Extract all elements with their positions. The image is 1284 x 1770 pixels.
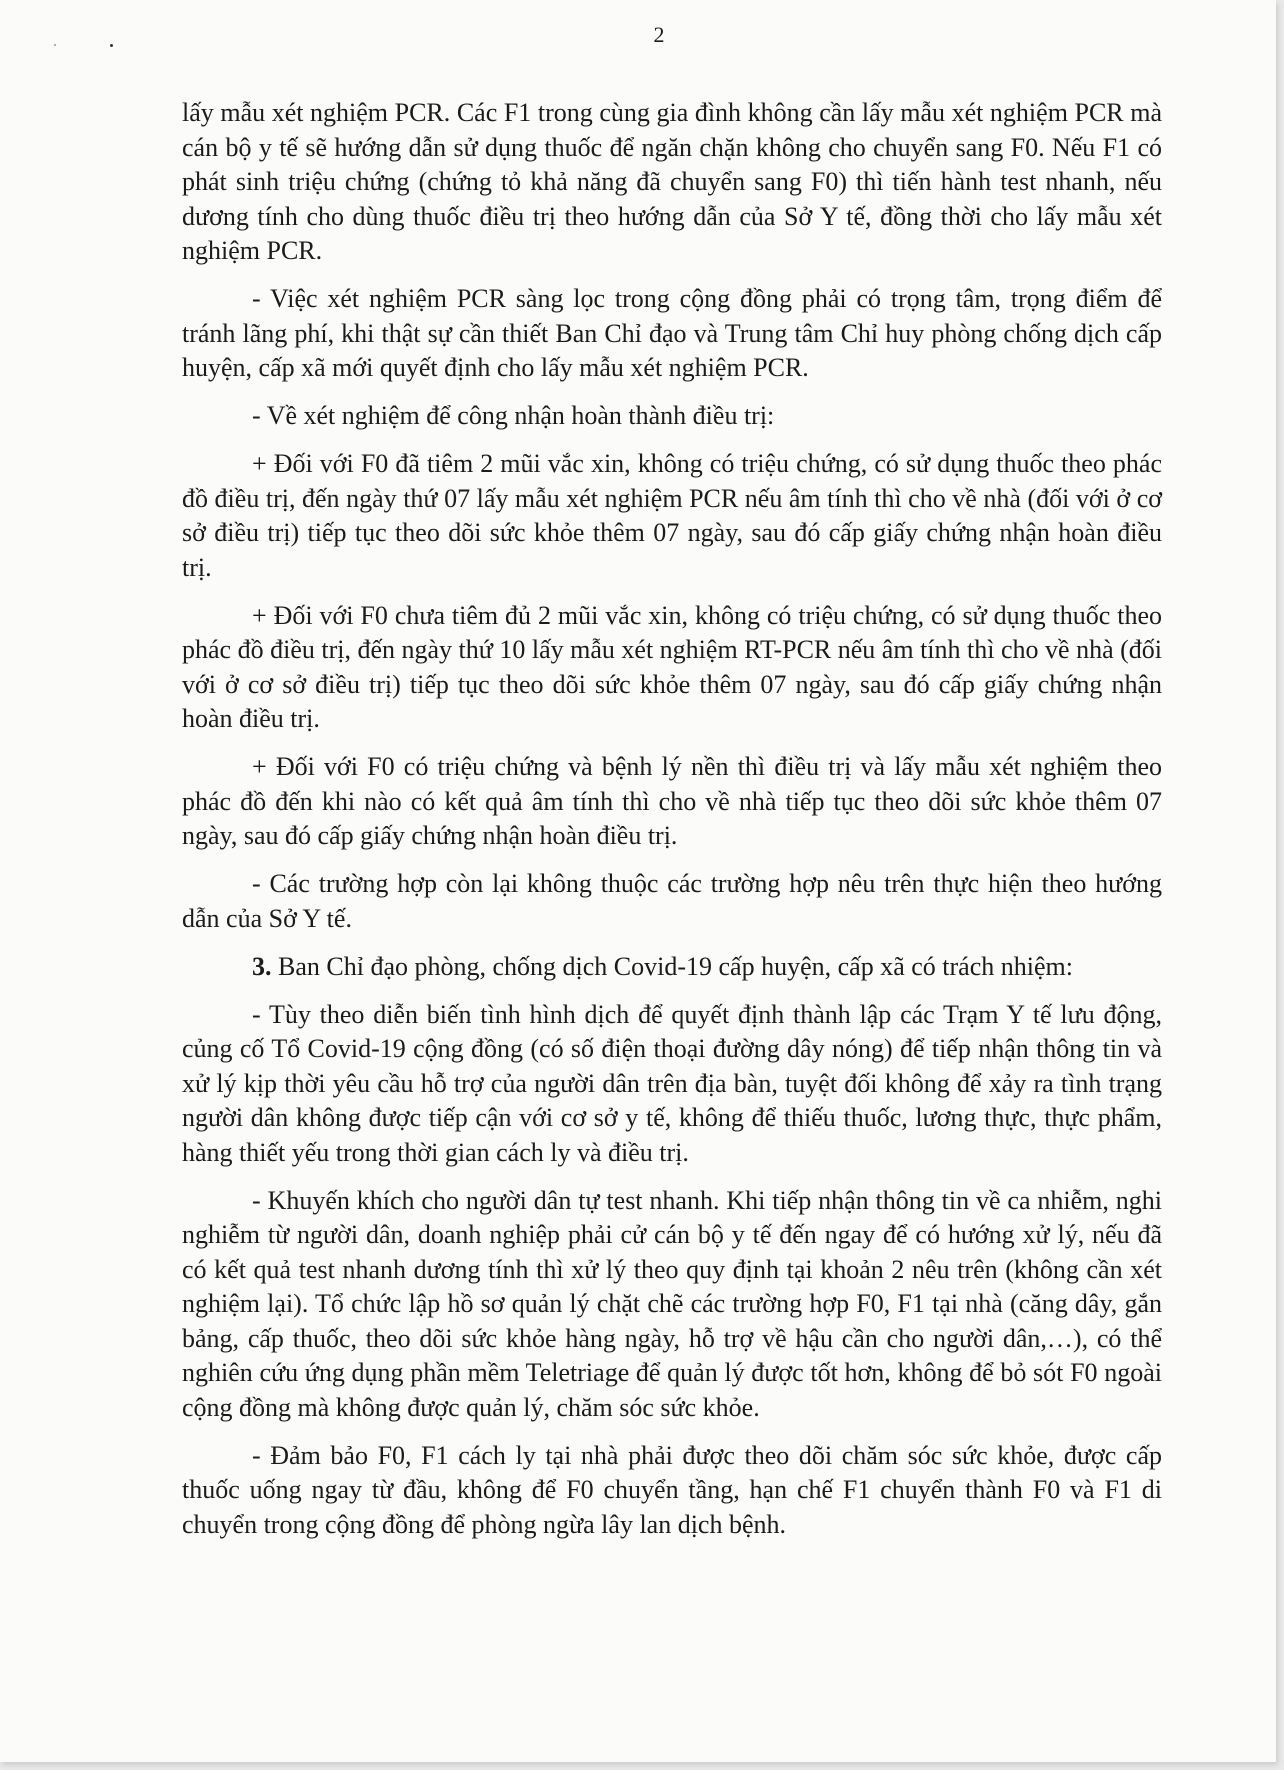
paragraph-f0-symptomatic: + Đối với F0 có triệu chứng và bệnh lý nền thì điều trị và lấy mẫu xét nghiệm theo phác đồ đến khi nào có kết quả âm tính thì cho về nhà tiếp tục theo dõi sức khỏe thêm 07 ngày, sau đó cấp giấy chứng nhận hoàn điều trị. <box>182 752 1162 850</box>
paragraph-rapid-testing: - Khuyến khích cho người dân tự test nhanh. Khi tiếp nhận thông tin về ca nhiễm, nghi nghiễm từ người dân, doanh nghiệp phải cử cán bộ y tế đến ngay để có hướng xử lý, nếu đã có kết quả test nhanh dương tính thì xử lý theo quy định tại khoản 2 nêu trên (không cần xét nghiệm lại). Tổ chức lập hồ sơ quản lý chặt chẽ các trường hợp F0, F1 tại nhà (căng dây, gắn bảng, cấp thuốc, theo dõi sức khỏe hàng ngày, hỗ trợ về hậu cần cho người dân,…), có thể nghiên cứu ứng dụng phần mềm Teletriage để quản lý được tốt hơn, không để bỏ sót F0 ngoài cộng đồng mà không được quản lý, chăm sóc sức khỏe. <box>182 1185 1162 1422</box>
page-number: 2 <box>653 22 665 47</box>
document-body <box>182 96 1162 1556</box>
paragraph-f0-vaccinated: + Đối với F0 đã tiêm 2 mũi vắc xin, không có triệu chứng, có sử dụng thuốc theo phác đồ điều trị, đến ngày thứ 07 lấy mẫu xét nghiệm PCR nếu âm tính thì cho về nhà (đối với ở cơ sở điều trị) tiếp tục theo dõi sức khỏe thêm 07 ngày, sau đó cấp giấy chứng nhận hoàn điều trị. <box>182 449 1162 582</box>
paragraph-pcr-sampling: lấy mẫu xét nghiệm PCR. Các F1 trong cùng gia đình không cần lấy mẫu xét nghiệm PCR mà cán bộ y tế sẽ hướng dẫn sử dụng thuốc để ngăn chặn không cho chuyển sang F0. Nếu F1 có phát sinh triệu chứng (chứng tỏ khả năng đã chuyển sang F0) thì tiến hành test nhanh, nếu dương tính cho dùng thuốc điều trị theo hướng dẫn của Sở Y tế, đồng thời cho lấy mẫu xét nghiệm PCR. <box>182 98 1162 265</box>
paragraph-home-isolation: - Đảm bảo F0, F1 cách ly tại nhà phải được theo dõi chăm sóc sức khỏe, được cấp thuốc uống ngay từ đầu, không để F0 chuyển tầng, hạn chế F1 chuyển thành F0 và F1 di chuyển trong cộng đồng để phòng ngừa lây lan dịch bệnh. <box>182 1440 1162 1539</box>
paragraph-section-3 <box>182 950 1162 985</box>
paragraph-f0-unvaccinated: + Đối với F0 chưa tiêm đủ 2 mũi vắc xin, không có triệu chứng, có sử dụng thuốc theo phác đồ điều trị, đến ngày thứ 10 lấy mẫu xét nghiệm RT-PCR nếu âm tính thì cho về nhà (đối với ở cơ sở điều trị) tiếp tục theo dõi sức khỏe thêm 07 ngày, sau đó cấp giấy chứng nhận hoàn điều trị. <box>182 600 1162 733</box>
section-number: 3. <box>252 951 272 981</box>
paragraph-community-screening: - Việc xét nghiệm PCR sàng lọc trong cộng đồng phải có trọng tâm, trọng điểm để tránh lãng phí, khi thật sự cần thiết Ban Chỉ đạo và Trung tâm Chỉ huy phòng chống dịch cấp huyện, cấp xã mới quyết định cho lấy mẫu xét nghiệm PCR. <box>182 284 1162 382</box>
paragraph-other-cases: - Các trường hợp còn lại không thuộc các trường hợp nêu trên thực hiện theo hướng dẫn của Sở Y tế. <box>182 869 1162 933</box>
section-3-text: Ban Chỉ đạo phòng, chống dịch Covid-19 cấp huyện, cấp xã có trách nhiệm: <box>271 951 1073 981</box>
paragraph-mobile-stations: - Tùy theo diễn biến tình hình dịch để quyết định thành lập các Trạm Y tế lưu động, củng cố Tổ Covid-19 cộng đồng (có số điện thoại đường dây nóng) để tiếp nhận thông tin và xử lý kịp thời yêu cầu hỗ trợ của người dân trên địa bàn, tuyệt đối không để xảy ra tình trạng người dân không được tiếp cận với cơ sở y tế, không để thiếu thuốc, lương thực, thực phẩm, hàng thiết yếu trong thời gian cách ly và điều trị. <box>182 999 1162 1167</box>
paragraph-completion-testing: - Về xét nghiệm để công nhận hoàn thành điều trị: <box>252 401 775 430</box>
